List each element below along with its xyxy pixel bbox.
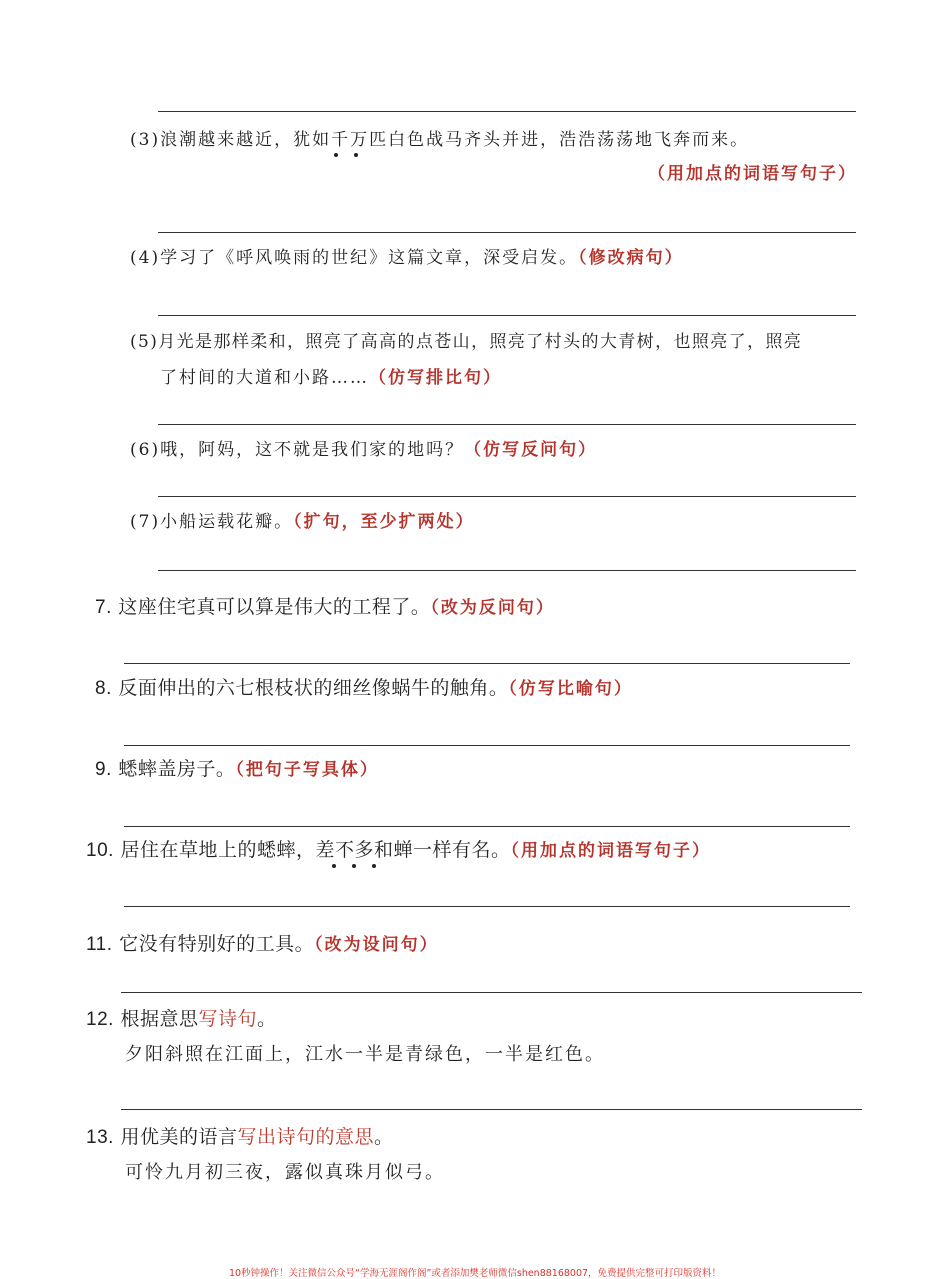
question-6-6 [130, 438, 597, 462]
question-number: 9. [95, 759, 112, 780]
question-text: (4)学习了《呼风唤雨的世纪》这篇文章，深受启发。 [130, 248, 579, 268]
question-number: 7. [95, 597, 112, 618]
emphasis-dot [332, 864, 336, 868]
emphasis-dot [334, 153, 338, 157]
question-number: 13. [86, 1127, 114, 1148]
answer-line [158, 232, 856, 233]
question-emphasis: 写出诗句的意思 [237, 1126, 374, 1148]
instruction-hint: （把句子写具体） [235, 760, 379, 780]
question-11 [86, 931, 439, 958]
question-text: 蟋蟀盖房子。 [118, 758, 236, 780]
answer-line [121, 1109, 862, 1110]
instruction-hint: （仿写排比句） [369, 368, 502, 388]
instruction-hint: （扩句，至少扩两处） [293, 512, 475, 532]
question-text: 用优美的语言 [120, 1126, 238, 1148]
instruction-hint: （用加点的词语写句子） [648, 164, 857, 184]
answer-line [158, 315, 856, 316]
question-6-5-line2 [160, 366, 502, 390]
question-number: 11. [86, 934, 113, 955]
answer-line [121, 992, 862, 993]
question-text: 了村间的大道和小路…… [160, 368, 369, 388]
question-text: 这座住宅真可以算是伟大的工程了。 [118, 596, 431, 618]
instruction-hint: （仿写比喻句） [508, 679, 633, 699]
answer-line [124, 826, 850, 827]
answer-line [158, 111, 856, 112]
question-punct: 。 [257, 1008, 277, 1030]
question-text: 居住在草地上的蟋蟀，差不多和蝉一样有名。 [120, 839, 511, 861]
answer-line [124, 906, 850, 907]
emphasis-dot [352, 864, 356, 868]
answer-line [158, 570, 856, 571]
question-6-3 [130, 128, 749, 152]
answer-line [124, 745, 850, 746]
question-13 [86, 1124, 394, 1151]
question-text: (7)小船运载花瓣。 [130, 512, 294, 532]
instruction-hint: （仿写反问句） [464, 440, 598, 460]
question-number: 12. [86, 1009, 114, 1030]
question-punct: 。 [374, 1126, 394, 1148]
question-9 [95, 756, 379, 783]
question-13-content: 可怜九月初三夜，露似真珠月似弓。 [125, 1162, 445, 1183]
emphasis-dot [354, 153, 358, 157]
question-6-7 [130, 510, 475, 534]
answer-line [124, 663, 850, 664]
question-text: (6)哦，阿妈，这不就是我们家的地吗？ [130, 440, 465, 460]
question-text: 它没有特别好的工具。 [119, 933, 315, 955]
answer-line [158, 424, 856, 425]
instruction-hint: （改为反问句） [430, 598, 555, 618]
emphasis-dot [372, 864, 376, 868]
question-text: 根据意思 [120, 1008, 199, 1030]
question-7 [95, 594, 555, 621]
question-6-5-line1 [130, 330, 802, 354]
question-text: 反面伸出的六七根枝状的细丝像蜗牛的触角。 [118, 677, 509, 699]
question-12-content: 夕阳斜照在江面上，江水一半是青绿色，一半是红色。 [125, 1044, 605, 1065]
question-emphasis: 写诗句 [198, 1008, 257, 1030]
footer-notice: 10秒钟操作！关注微信公众号“学海无涯阁作阁”或者添加樊老师微信shen88168007，免费提供完整可打印版资料！ [228, 1268, 722, 1279]
question-8 [95, 675, 633, 702]
question-10 [86, 837, 711, 864]
question-text: (5)月光是那样柔和，照亮了高高的点苍山，照亮了村头的大青树，也照亮了，照亮 [130, 332, 803, 352]
instruction-hint: （用加点的词语写句子） [510, 841, 711, 861]
question-number: 10. [86, 840, 114, 861]
answer-line [158, 496, 856, 497]
question-text: (3)浪潮越来越近，犹如千万匹白色战马齐头并进，浩浩荡荡地飞奔而来。 [130, 130, 750, 150]
question-number: 8. [95, 678, 112, 699]
question-12 [86, 1006, 277, 1033]
instruction-hint: （修改病句） [578, 248, 684, 268]
instruction-hint: （改为设问句） [314, 935, 439, 955]
question-6-4 [130, 246, 684, 270]
